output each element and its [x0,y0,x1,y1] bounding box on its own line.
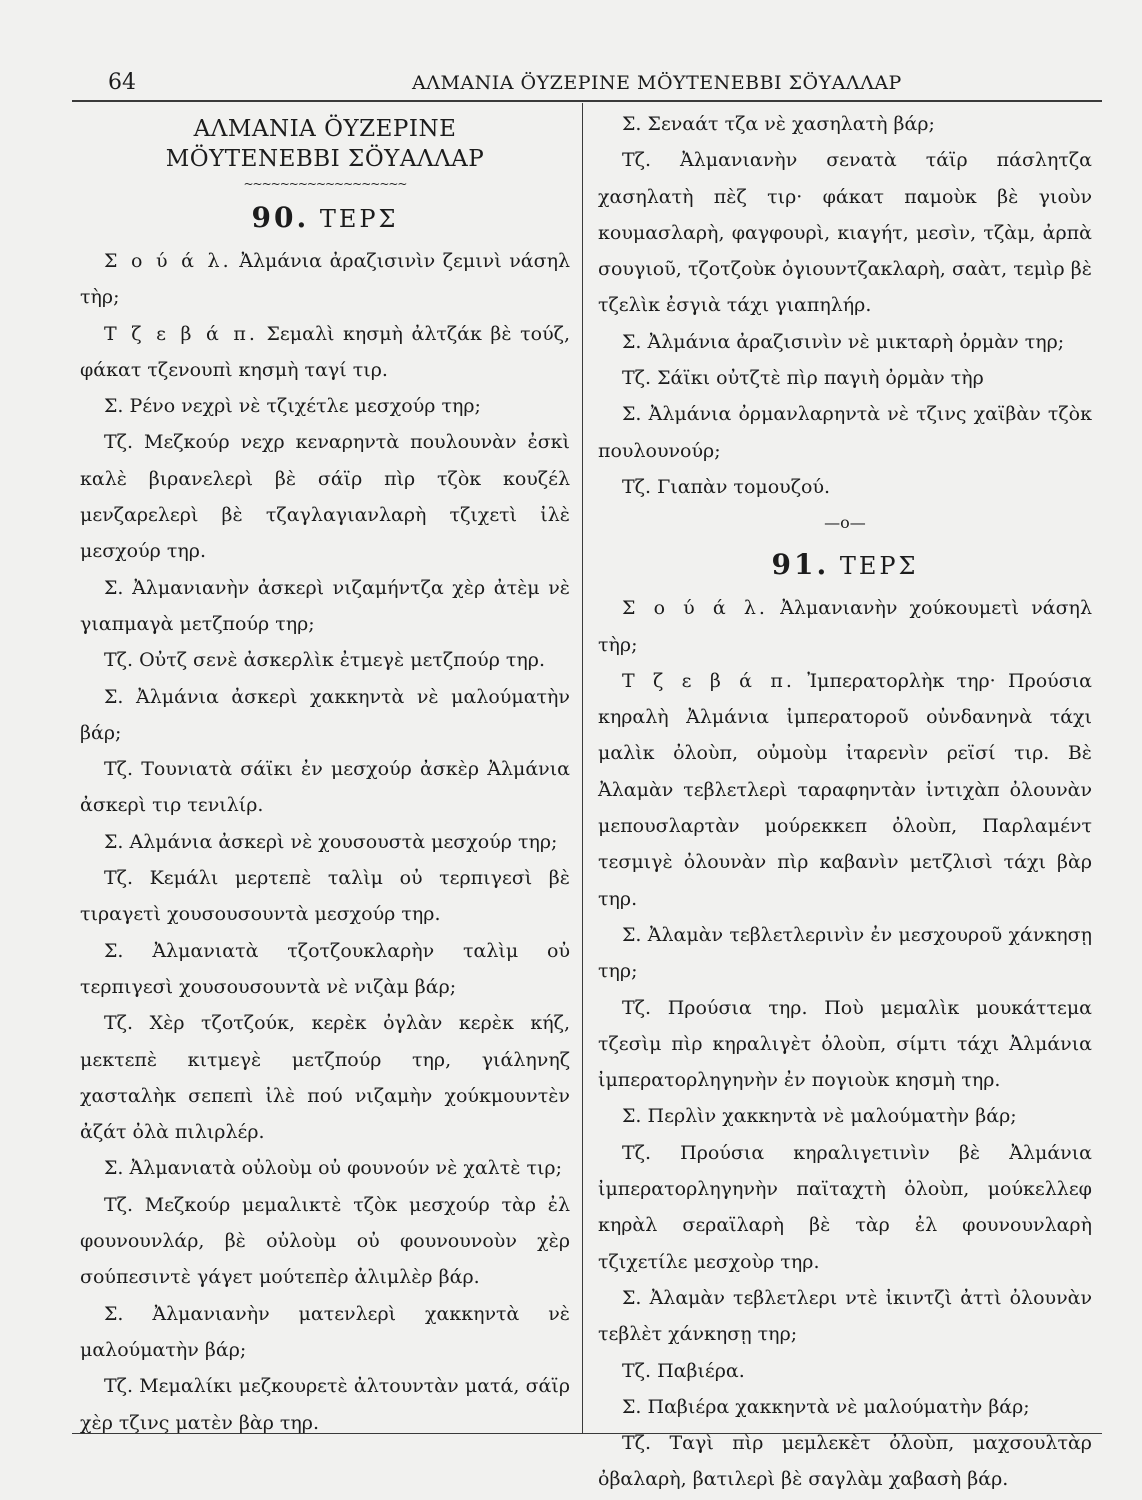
answer [598,360,1092,396]
dialogue-text: Ἀλμανιανὴν ἀσκερὶ νιζαμήντζα χὲρ ἀτὲμ νὲ γιαπμαγὰ μετζπούρ τηρ; [80,576,570,635]
dialogue-text: Χὲρ τζοτζούκ, κερὲκ ὀγλὰν κερὲκ κήζ, μεκτεπὲ κιτμεγὲ μετζπούρ τηρ, γιάληνηζ χασταλὴκ σεπεπὶ ἰλὲ πού νιζαμὴν χούκμουντὲν ἀζάτ ὀλὰ πιλιρλέρ. [80,1012,570,1144]
speaker-label: Τζ. [104,649,134,672]
speaker-label: Σ. [104,395,124,418]
speaker-label: Τζ. [104,867,134,890]
question [80,824,570,860]
answer [80,751,570,824]
speaker-label: Τζ. [104,1193,134,1216]
answer [80,860,570,933]
dialogue-text: Ἀλμανιανὴν χούκουμετὶ νάσηλ τὴρ; [598,597,1092,656]
answer [598,469,1092,505]
page-number: 64 [108,70,136,95]
speaker-label: Σ. [104,1157,124,1180]
speaker-label: Σ. [104,685,124,708]
dialogue-text: Περλὶν χακκηντὰ νὲ μαλούματὴν βάρ; [647,1105,1017,1128]
dialogue-text: Ἀλμανιατὰ τζοτζουκλαρὴν ταλὶμ οὐ τερπιγεσὶ χουσουσουντὰ νὲ νιζὰμ βάρ; [80,939,570,998]
dialogue-text: Ρένο νεχρὶ νὲ τζιχέτλε μεσχούρ τηρ; [129,395,481,418]
answer [598,663,1092,917]
dialogue-text: Προύσια κηραλιγετινὶν βὲ Ἀλμάνια ἰμπερατορληγηνὴν παϊταχτὴ ὀλοὺπ, μούκελλεφ κηρὰλ σεραϊλαρὴ βὲ τὰρ ἐλ φουνουνλαρὴ τζιχετίλε μεσχοὺρ τηρ. [598,1141,1092,1273]
question [80,243,570,316]
speaker-label: Τζ. [104,1012,134,1035]
dialogue-text: Ἀλμάνια ὀρμανλαρηντὰ νὲ τζινς χαϊβὰν τζὸκ πουλουνούρ; [598,403,1092,462]
speaker-label: Τζ. [104,758,134,781]
speaker-label: Τζ. [622,367,652,390]
speaker-label: Σ. [622,330,642,353]
section-title [80,114,570,174]
answer [80,642,570,678]
column-divider [582,103,583,1433]
speaker-label: Σ. [622,403,642,426]
dialogue-text: Μεζκούρ μεμαλικτὲ τζὸκ μεσχούρ τὰρ ἐλ φουνουνλάρ, βὲ οὐλοὺμ οὐ φουνουνοὺν χὲρ σούπεσιντὲ γάγετ μούτεπὲρ ἀλιμλὲρ βάρ. [80,1193,570,1289]
speaker-label: Τζ. [104,1375,134,1398]
dialogue-text: Σεναάτ τζα νὲ χασηλατὴ βάρ; [647,113,935,135]
question [80,1150,570,1186]
speaker-label: Σ. [104,830,124,853]
dialogue-text: Ἀλμάνια ἀραζισινὶν ζεμινὶ νάσηλ τὴρ; [80,250,570,309]
question [598,396,1092,469]
dialogue-text: Οὐτζ σενὲ ἀσκερλὶκ ἐτμεγὲ μετζπούρ τηρ. [139,649,546,672]
left-column [80,106,570,1441]
dialogue-text: Ἀλμανιανὴν σενατὰ τάϊρ πάσλητζα χασηλατὴ πὲζ τιρ· φάκατ παμοὺκ βὲ γιοὺν κουμασλαρὴ, φαγφουρὶ, κιαγήτ, μεσὶν, τζὰμ, ἀρπὰ σουγιοῦ, τζοτζοὺκ ὀγιουντζακλαρὴ, σαὰτ, τεμὶρ βὲ τζελὶκ ἐσγιὰ τάχι γιαπηλήρ. [598,149,1092,317]
answer [598,142,1092,323]
dialogue-text: Παβιέρα. [657,1359,745,1382]
section-title-line-1: ΑΛΜΑΝΙΑ ÖΥΖΕΡΙΝΕ [193,116,457,142]
speaker-label: Σ ο ύ ά λ. [622,597,768,620]
section-separator: —o— [824,513,866,533]
question [80,933,570,1006]
speaker-label: Σ. [104,939,124,962]
dialogue-text: Παβιέρα χακκηντὰ νὲ μαλούματὴν βάρ; [647,1395,1030,1418]
speaker-label: Τζ. [622,996,652,1019]
speaker-label: Σ ο ύ ά λ. [104,250,232,272]
answer [598,990,1092,1099]
speaker-label: Σ. [104,1302,124,1325]
answer [80,424,570,569]
dialogue-text: Μεζκούρ νεχρ κεναρηντὰ πουλουνὰν ἐσκὶ καλὲ βιρανελερὶ βὲ σάϊρ πὶρ τζὸκ κουζέλ μενζαρελερὶ βὲ τζαγλαγιανλαρὴ τζιχετὶ ἰλὲ μεσχούρ τηρ. [80,431,570,563]
speaker-label: Σ. [622,113,642,135]
dialogue-text: Κεμάλι μερτεπὲ ταλὶμ οὐ τερπιγεσὶ βὲ τιραγετὶ χουσουσουντὰ μεσχούρ τηρ. [80,867,570,926]
answer [80,1368,570,1441]
answer [80,1005,570,1150]
right-column [598,106,1092,1498]
question [80,388,570,424]
lesson-label: ΤΕΡΣ [839,552,919,581]
dialogue-text: Σεμαλὶ κησμὴ ἀλτζάκ βὲ τούζ, φάκατ τζενουπὶ κησμὴ ταγί τιρ. [80,322,570,381]
speaker-label: Τζ. [622,1432,652,1455]
speaker-label: Σ. [622,1286,642,1309]
dialogue-text: Ἀλαμὰν τεβλετλερι ντὲ ἰκιντζὶ ἀττὶ ὀλουνὰν τεβλὲτ χάνκησῃ τηρ; [598,1286,1092,1346]
dialogue-text: Τουνιατὰ σάϊκι ἐν μεσχούρ ἀσκὲρ Ἀλμάνια ἀσκερὶ τιρ τενιλίρ. [80,758,570,817]
question [598,590,1092,663]
question [598,1280,1092,1353]
question [80,570,570,643]
dialogue-text: Προύσια τηρ. Ποὺ μεμαλὶκ μουκάττεμα τζεσὶμ πὶρ κηραλιγὲτ ὀλοὺπ, σίμτι τάχι Ἀλμάνια ἰμπερατορληγηνὴν ἐν πογιοὺκ κησμὴ τηρ. [598,996,1092,1092]
running-head: ΑΛΜΑΝΙΑ ÖΥΖΕΡΙΝΕ ΜÖΥΤΕΝΕΒΒΙ ΣÖΥΑΛΛΑΡ [412,72,902,94]
lesson-91-heading [598,541,1092,590]
dialogue-text: Ταγὶ πὶρ μεμλεκὲτ ὀλοὺπ, μαχσουλτὰρ ὀβαλαρὴ, βατιλερὶ βὲ σαγλὰμ χαβασὴ βάρ. [598,1432,1092,1491]
speaker-label: Τζ. [622,1359,652,1382]
dialogue-text: Ἰμπερατορλὴκ τηρ· Προύσια κηραλὴ Ἀλμάνια ἰμπερατοροῦ οὐνδανηνὰ τάχι μαλὶκ ὀλοὺπ, οὐμοὺμ ἰταρενὶν ρεϊσί τιρ. Βὲ Ἀλαμὰν τεβλετλερὶ ταραφηντὰν ἰντιχὰπ ὀλουνὰν μεπουσλαρτὰν μούρεκκεπ ὀλοὺπ, Παρλαμέντ τεσμιγὲ ὀλουνὰν πὶρ καβανὶν μετζλισὶ τάχι βὰρ τηρ. [598,669,1092,910]
lesson-90-heading [80,194,570,243]
question [598,106,1092,142]
answer [80,1187,570,1296]
speaker-label: Τζ. [622,1141,652,1164]
speaker-label: Σ. [622,923,642,946]
section-title-line-2: ΜÖΥΤΕΝΕΒΒΙ ΣÖΥΑΛΛΑΡ [165,146,485,172]
answer [80,316,570,389]
speaker-label: Τ ζ ε β ά π. [104,322,258,345]
question [598,917,1092,990]
question [598,1098,1092,1134]
speaker-label: Τζ. [622,149,652,172]
lesson-label: ΤΕΡΣ [319,205,399,233]
answer [598,1135,1092,1280]
dialogue-text: Γιαπὰν τομουζού. [657,475,831,498]
lesson-number: 90. [251,201,310,234]
speaker-label: Τ ζ ε β ά π. [622,669,795,692]
speaker-label: Σ. [622,1105,642,1128]
dialogue-text: Αλμάνια ἀσκερὶ νὲ χουσουστὰ μεσχούρ τηρ; [129,830,558,853]
question [80,679,570,752]
dialogue-text: Ἀλμάνια ἀσκερὶ χακκηντὰ νὲ μαλούματὴν βάρ; [80,685,570,744]
speaker-label: Σ. [622,1395,642,1418]
speaker-label: Τζ. [104,431,134,454]
dialogue-text: Ἀλμανιατὰ οὐλοὺμ οὐ φουνούν νὲ χαλτὲ τιρ; [129,1157,562,1180]
page-header [72,58,1102,102]
dialogue-text: Σάϊκι οὐτζτὲ πὶρ παγιὴ ὀρμὰν τὴρ [657,367,984,390]
header-rule [72,100,1102,102]
speaker-label: Σ. [104,576,124,599]
dialogue-text: Ἀλαμὰν τεβλετλερινὶν ἐν μεσχουροῦ χάνκησῃ τηρ; [598,923,1092,983]
question [80,1296,570,1369]
speaker-label: Τζ. [622,475,652,498]
dialogue-text: Ἀλμάνια ἀραζισινὶν νὲ μικταρὴ ὀρμὰν τηρ; [647,330,1065,353]
answer [598,1353,1092,1389]
lesson-number: 91. [771,548,830,582]
question [598,1389,1092,1425]
ornament-line: ~~~~~~~~~~~~~~~~~~ [243,177,407,191]
question [598,324,1092,360]
dialogue-text: Μεμαλίκι μεζκουρετὲ ἀλτουντὰν ματά, σάϊρ χὲρ τζινς ματὲν βὰρ τηρ. [80,1375,570,1434]
dialogue-text: Ἀλμανιανὴν ματενλερὶ χακκηντὰ νὲ μαλούματὴν βάρ; [80,1302,570,1361]
answer [598,1425,1092,1498]
